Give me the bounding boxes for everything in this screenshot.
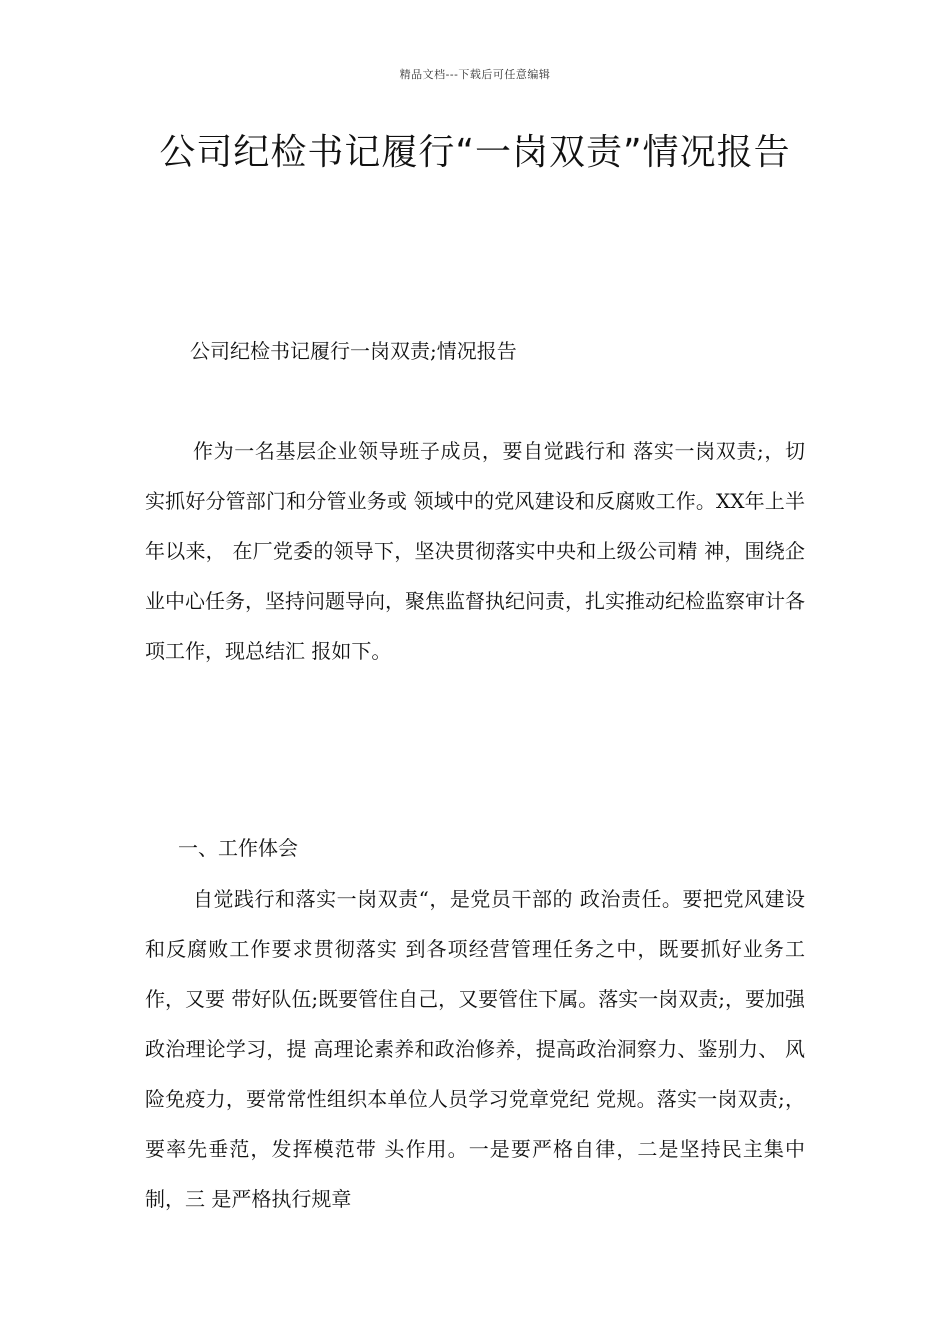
document-title: 公司纪检书记履行“一岗双责”情况报告 (159, 132, 791, 173)
section-paragraph: 自觉践行和落实一岗双责“，是党员干部的 政治责任。要把党风建设和反腐败工作要求贯彻落实 到各项经营管理任务之中，既要抓好业务工作，又要 带好队伍;既要管住自己，又要管住下属。落实一岗双责;，要加强政治理论学习，提 高理论素养和政治修养，提高政治洞察力、鉴别力、 风险免疫力，要常常性组织本单位人员学习党章党纪 党规。落实一岗双责;，要率先垂范，发挥模范带 头作用。一是要严格自律，二是坚持民主集中制，三 是严格执行规章 (145, 887, 805, 1211)
section-heading: 一、工作体会 (178, 836, 298, 860)
document-subtitle: 公司纪检书记履行一岗双责;情况报告 (190, 339, 517, 363)
intro-paragraph: 作为一名基层企业领导班子成员，要自觉践行和 落实一岗双责;，切实抓好分管部门和分管业务或 领域中的党风建设和反腐败工作。XX年上半年以来， 在厂党委的领导下，坚决贯彻落实中央和上级公司精 神，围绕企业中心任务，坚持问题导向，聚焦监督执纪问责，扎实推动纪检监察审计各项工作，现总结汇 报如下。 (145, 439, 805, 663)
header-note: 精品文档---下载后可任意编辑 (399, 68, 551, 81)
